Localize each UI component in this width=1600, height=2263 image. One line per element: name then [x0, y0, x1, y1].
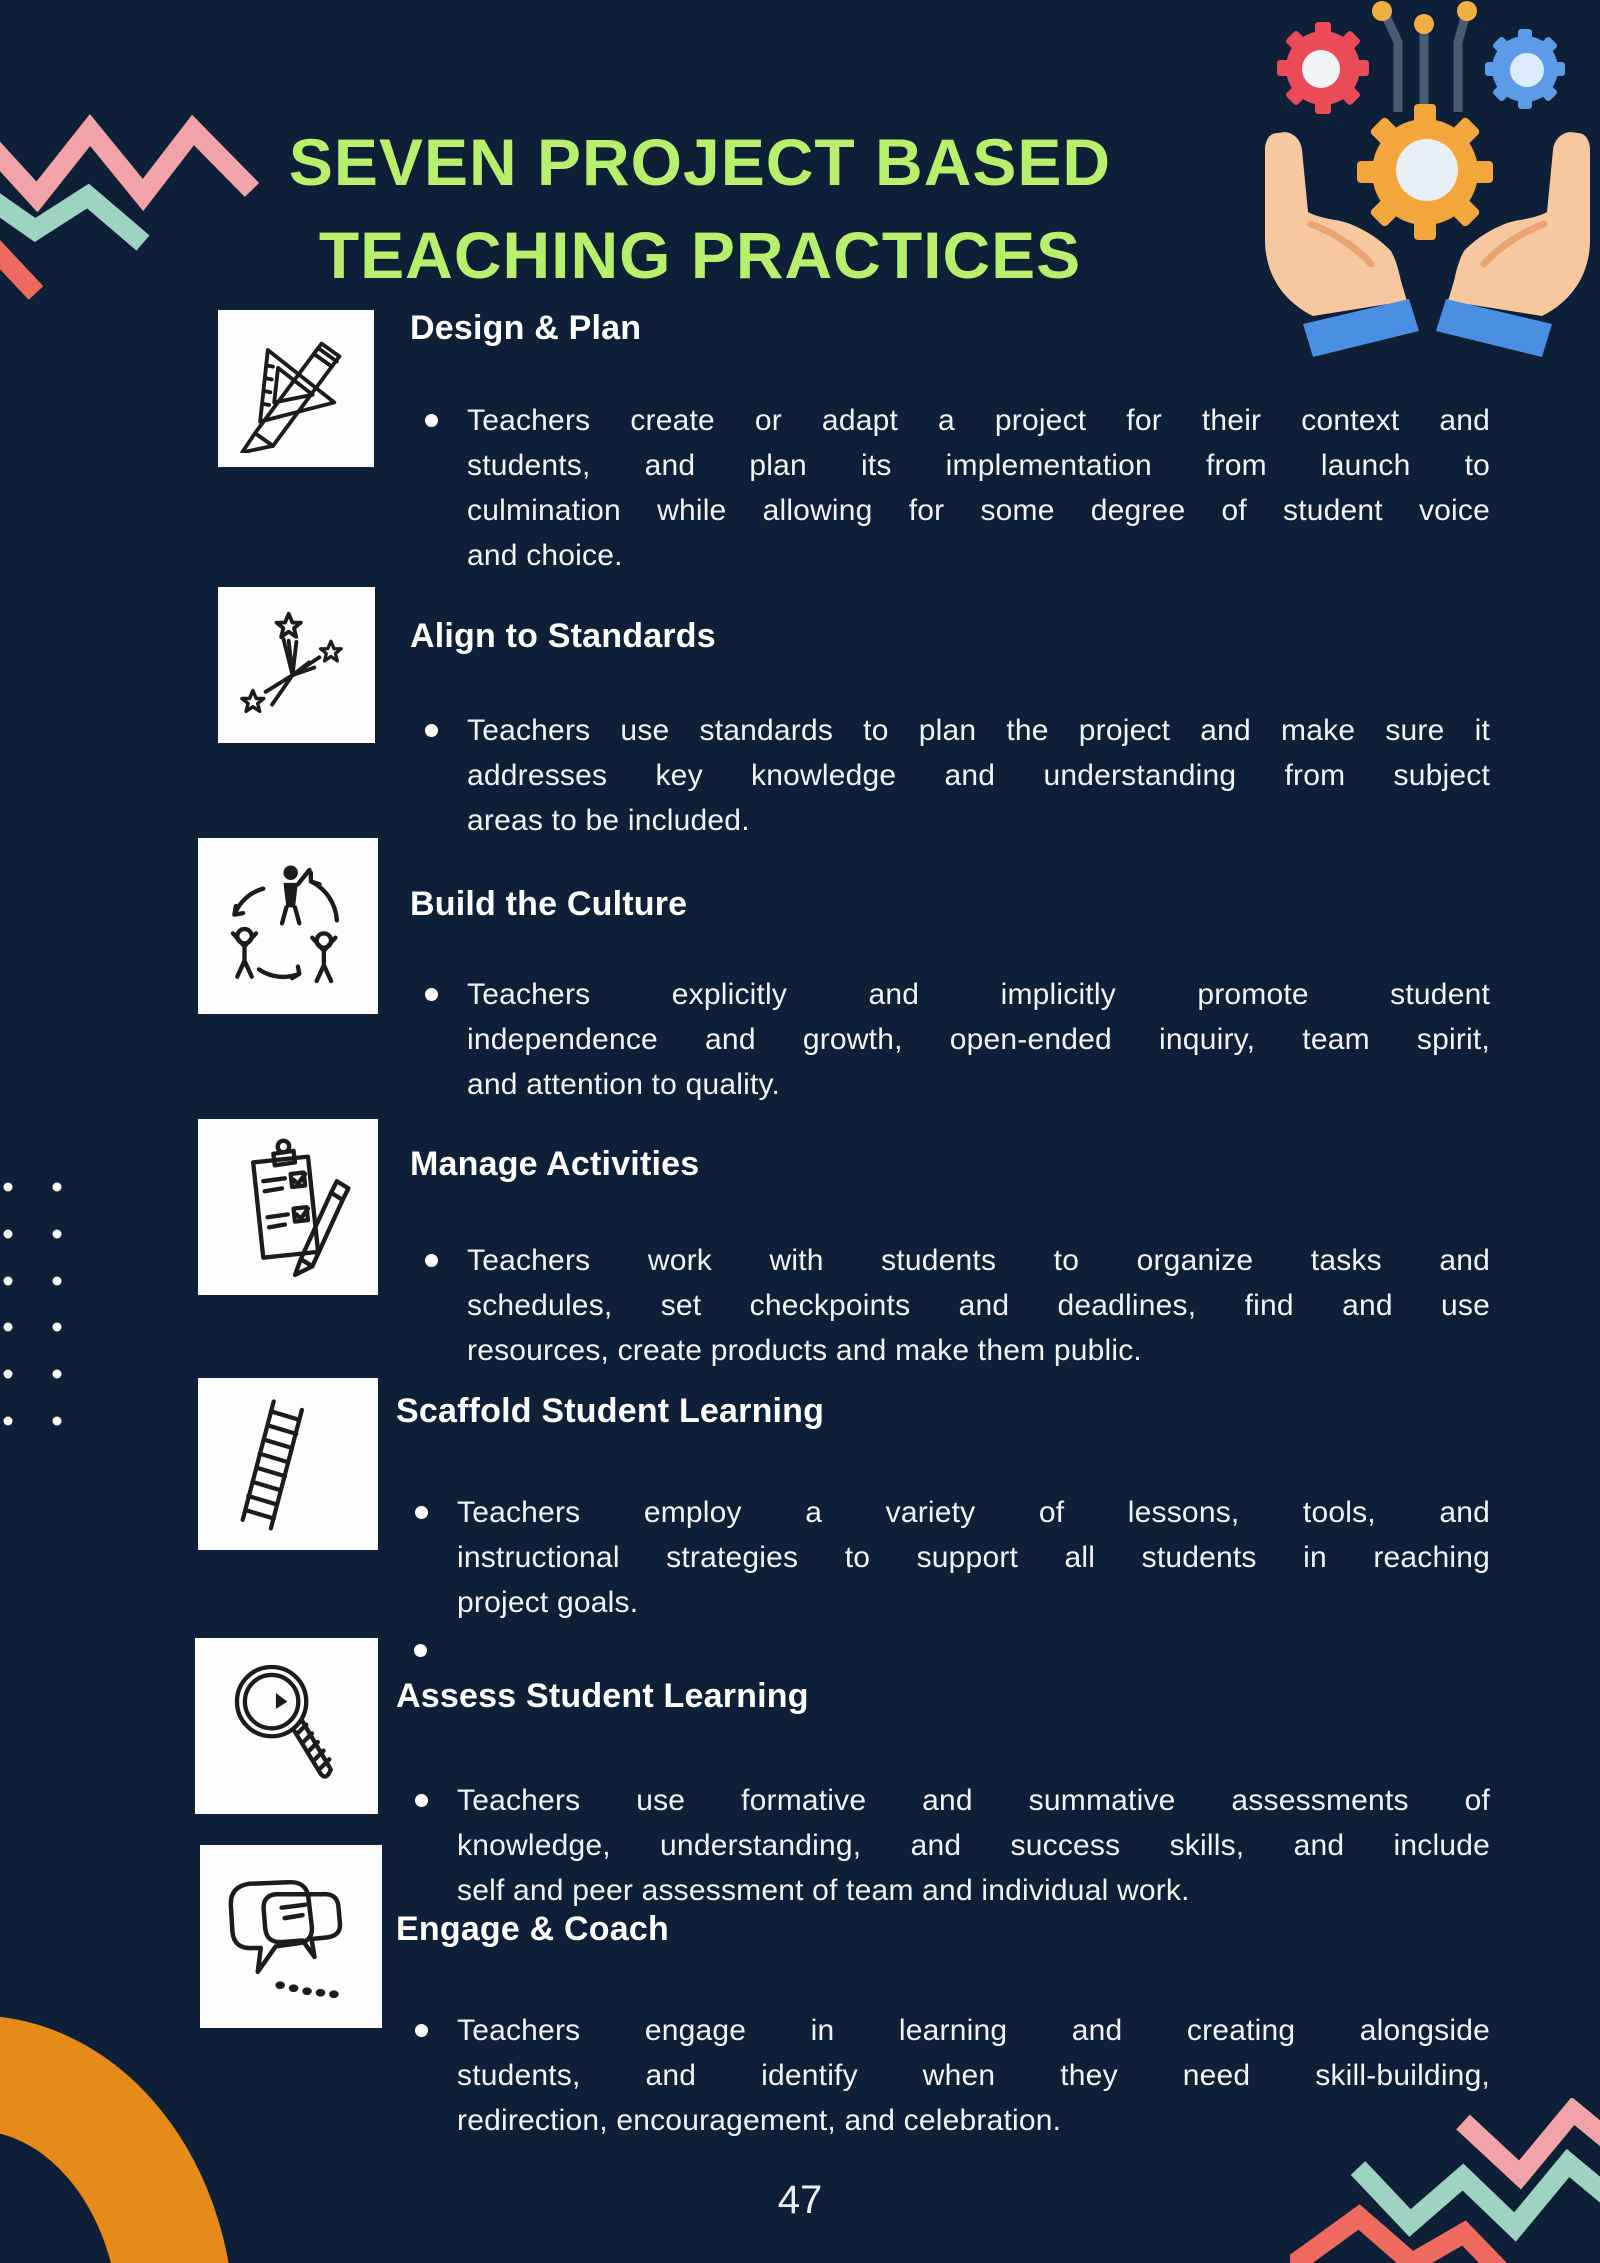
- body-line: and choice.: [467, 539, 623, 572]
- zigzag-topleft-icon: [0, 100, 270, 310]
- body-line: redirection, encouragement, and celebration.: [457, 2104, 1062, 2137]
- body-line: Teachers engage in learning and creating alongside: [457, 2014, 1490, 2047]
- people-cycle-icon: [214, 854, 362, 998]
- section-body-manage-activities: [467, 1238, 1490, 1373]
- body-line: independence and growth, open-ended inquiry, team spirit,: [467, 1023, 1490, 1056]
- body-line: areas to be included.: [467, 804, 750, 837]
- body-line: culmination while allowing for some degree of student voice: [467, 494, 1490, 527]
- set-square-pencil-icon: [232, 324, 360, 453]
- scaffold-iconbox: [198, 1378, 378, 1550]
- body-line: and attention to quality.: [467, 1068, 780, 1101]
- shooting-stars-icon: [232, 601, 361, 729]
- section-body-scaffold: [457, 1490, 1490, 1625]
- body-line: Teachers employ a variety of lessons, tools, and: [457, 1496, 1490, 1529]
- body-line: resources, create products and make them public.: [467, 1334, 1142, 1367]
- body-line: self and peer assessment of team and individual work.: [457, 1874, 1190, 1907]
- section-heading-engage-coach: Engage & Coach: [396, 1910, 669, 1948]
- body-line: Teachers explicitly and implicitly promote student: [467, 978, 1490, 1011]
- page-number: 47: [777, 2178, 823, 2222]
- body-line: Teachers use standards to plan the project and make sure it: [467, 714, 1490, 747]
- bullet-icon: [425, 414, 438, 427]
- section-body-align-standards: [467, 708, 1490, 843]
- magnifying-glass-icon: [211, 1654, 361, 1798]
- section-heading-build-culture: Build the Culture: [410, 885, 688, 923]
- dots-grid-icon: [0, 1170, 80, 1440]
- page-title-line1: SEVEN PROJECT BASED: [288, 125, 1112, 199]
- hands-gears-icon: [1255, 0, 1600, 360]
- ladder-icon: [214, 1393, 362, 1534]
- bullet-icon: [425, 988, 438, 1001]
- body-line: Teachers create or adapt a project for their context and: [467, 404, 1490, 437]
- section-body-engage-coach: [457, 2008, 1490, 2143]
- section-body-design-plan: [467, 398, 1490, 578]
- page-title: [240, 116, 1160, 302]
- align-standards-iconbox: [218, 587, 375, 743]
- body-line: project goals.: [457, 1586, 639, 1619]
- body-line: addresses key knowledge and understanding from subject: [467, 759, 1490, 792]
- bullet-icon: [425, 724, 438, 737]
- section-heading-assess: Assess Student Learning: [396, 1677, 809, 1715]
- section-heading-align-standards: Align to Standards: [410, 617, 716, 655]
- body-line: Teachers use formative and summative assessments of: [457, 1784, 1490, 1817]
- design-plan-iconbox: [218, 310, 374, 467]
- section-body-assess: [457, 1778, 1490, 1913]
- assess-iconbox: [195, 1638, 378, 1814]
- bullet-icon: [415, 1794, 428, 1807]
- bullet-icon: [415, 2024, 428, 2037]
- build-culture-iconbox: [198, 838, 378, 1014]
- bullet-icon: [425, 1254, 438, 1267]
- engage-coach-iconbox: [200, 1845, 382, 2028]
- page-title-line2: TEACHING PRACTICES: [318, 218, 1082, 292]
- section-heading-design-plan: Design & Plan: [410, 309, 642, 347]
- body-line: instructional strategies to support all students in reaching: [457, 1541, 1490, 1574]
- body-line: students, and plan its implementation from launch to: [467, 449, 1490, 482]
- body-line: students, and identify when they need skill-building,: [457, 2059, 1490, 2092]
- section-heading-scaffold: Scaffold Student Learning: [396, 1392, 825, 1430]
- clipboard-checklist-icon: [214, 1135, 362, 1279]
- stray-bullet-icon: [414, 1644, 427, 1657]
- section-body-build-culture: [467, 972, 1490, 1107]
- section-heading-manage-activities: Manage Activities: [410, 1145, 700, 1183]
- body-line: schedules, set checkpoints and deadlines, find and use: [467, 1289, 1490, 1322]
- body-line: Teachers work with students to organize tasks and: [467, 1244, 1490, 1277]
- body-line: knowledge, understanding, and success skills, and include: [457, 1829, 1490, 1862]
- speech-bubbles-icon: [216, 1861, 365, 2011]
- bullet-icon: [415, 1506, 428, 1519]
- manage-activities-iconbox: [198, 1119, 378, 1295]
